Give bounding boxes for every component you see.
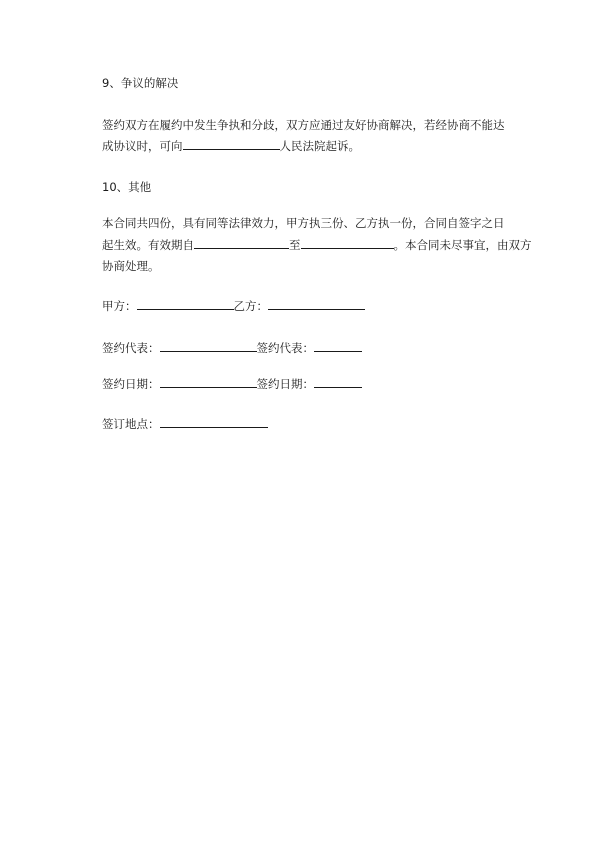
section-9-paragraph-line-2 — [102, 137, 360, 154]
start-date-blank — [194, 236, 289, 249]
representative-row — [102, 339, 362, 356]
party-a-label: 甲方： — [102, 299, 137, 313]
date-a-label: 签约日期： — [102, 377, 160, 391]
section-10-paragraph-line-2 — [102, 236, 532, 253]
date-b-blank — [314, 375, 362, 388]
sign-place-row — [102, 415, 268, 432]
party-signature-row — [102, 297, 365, 314]
party-b-label: 乙方： — [233, 299, 268, 313]
section-10-line-2-end: 。本合同未尽事宜，由双方 — [393, 238, 532, 252]
party-b-blank — [268, 297, 365, 310]
rep-a-label: 签约代表： — [102, 341, 160, 355]
section-10-line-2-text: 起生效。有效期自 — [102, 238, 194, 252]
section-10-heading: 10、其他 — [102, 180, 152, 194]
end-date-blank — [301, 236, 394, 249]
rep-a-blank — [160, 339, 257, 352]
court-blank — [183, 137, 280, 150]
section-9-line-2-text: 成协议时，可向 — [102, 139, 183, 153]
date-b-label: 签约日期： — [256, 377, 314, 391]
section-9-line-2-end: 人民法院起诉。 — [279, 139, 360, 153]
section-9-paragraph-line-1: 签约双方在履约中发生争执和分歧，双方应通过友好协商解决，若经协商不能达 — [102, 118, 505, 132]
rep-b-label: 签约代表： — [256, 341, 314, 355]
section-10-to-text: 至 — [289, 238, 301, 252]
section-9-heading: 9、争议的解决 — [102, 76, 179, 90]
party-a-blank — [137, 297, 234, 310]
place-blank — [160, 415, 268, 428]
rep-b-blank — [314, 339, 362, 352]
section-10-paragraph-line-3: 协商处理。 — [102, 259, 160, 273]
place-label: 签订地点： — [102, 417, 160, 431]
date-a-blank — [160, 375, 257, 388]
sign-date-row — [102, 375, 362, 392]
section-10-paragraph-line-1: 本合同共四份，具有同等法律效力，甲方执三份、乙方执一份，合同自签字之日 — [102, 216, 505, 230]
